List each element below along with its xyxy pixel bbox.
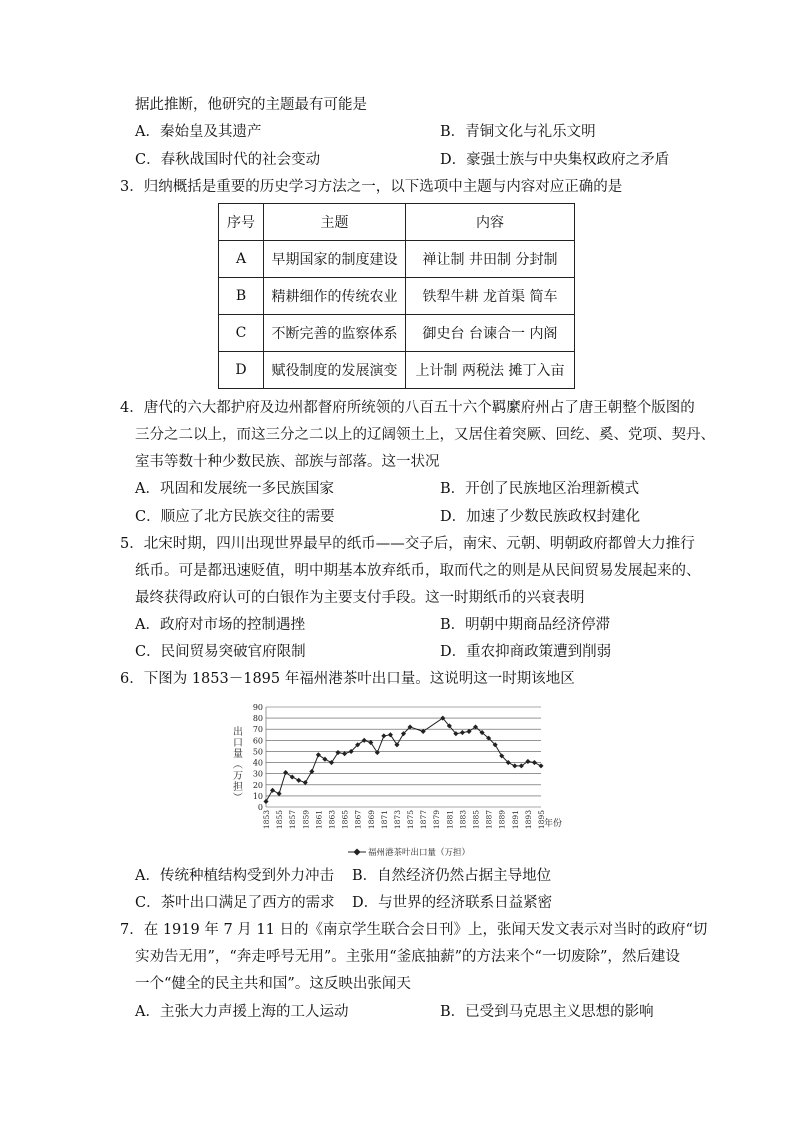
x-tick-label: 1865	[340, 810, 350, 830]
legend-label: 福州港茶叶出口量（万担）	[368, 848, 471, 858]
q6-option-b: B．自然经济仍然占据主导地位	[352, 868, 552, 884]
y-label-char: 出	[233, 727, 243, 738]
x-tick-label: 1891	[510, 810, 520, 830]
q5-line-1: 5．北宋时期，四川出现世界最早的纸币——交子后，南宋、元朝、明朝政府都曾大力推行	[120, 536, 695, 552]
table-cell: 御史台 台谏合一 内阁	[406, 315, 575, 352]
x-tick-label: 1885	[471, 810, 481, 830]
data-point	[512, 763, 517, 768]
table-row	[219, 315, 575, 352]
table-cell: 铁犁牛耕 龙首渠 简车	[406, 278, 575, 315]
table-cell: A	[219, 241, 264, 278]
data-point	[296, 778, 301, 783]
x-tick-label: 1873	[392, 810, 402, 830]
x-axis-ticks	[262, 810, 546, 829]
q4-line-2: 三分之二以上，而这三分之二以上的辽阔领土上，又居住着突厥、回纥、奚、党项、契丹、	[135, 427, 715, 443]
q6-option-c: C．茶叶出口满足了西方的需求	[135, 895, 335, 911]
x-tick-label: 1861	[314, 810, 324, 830]
x-tick-label: 1877	[419, 810, 429, 830]
q4-option-d: D．加速了少数民族政权封建化	[440, 509, 641, 525]
y-tick-label: 50	[252, 747, 263, 757]
data-point	[538, 763, 543, 768]
x-tick-label: 1893	[523, 810, 533, 830]
q4-option-c: C．顺应了北方民族交往的需要	[135, 509, 335, 525]
data-point	[335, 750, 340, 755]
x-tick-label: 1887	[484, 810, 494, 830]
x-tick-label: 1881	[445, 810, 455, 830]
data-point	[263, 799, 268, 804]
data-point	[270, 788, 275, 793]
y-label-char: （	[231, 759, 242, 769]
y-tick-label: 20	[252, 780, 263, 790]
y-tick-label: 70	[252, 725, 263, 735]
q7-line-2: 实劝告无用”，“奔走呼号无用”。主张用“釜底抽薪”的方法来个“一切废除”，然后建设	[135, 949, 680, 965]
y-axis-label	[231, 725, 243, 802]
data-point	[460, 730, 465, 735]
table-cell: 精耕细作的传统农业	[264, 278, 406, 315]
q4-line-3: 室韦等数十种少数民族、部族与部落。这一状况	[135, 454, 440, 470]
data-point	[388, 732, 393, 737]
q7-line-1: 7．在 1919 年 7 月 11 日的《南京学生联合会日刊》上，张闻天发文表示对当时的政府“切	[120, 922, 708, 938]
y-tick-label: 90	[252, 703, 263, 712]
x-tick-label: 1889	[497, 810, 507, 830]
q3-table	[218, 203, 575, 389]
x-tick-label: 1867	[353, 810, 363, 830]
q5-line-2: 纸币。可是都迅速贬值，明中期基本放弃纸币，取而代之的则是从民间贸易发展起来的、	[135, 563, 701, 579]
q5-option-b: B．明朝中期商品经济停滞	[440, 617, 611, 633]
x-tick-label: 1875	[406, 810, 416, 830]
q5-option-a: A．政府对市场的控制遇挫	[135, 617, 305, 633]
tea-export-chart	[226, 699, 586, 859]
table-header-row	[219, 204, 575, 241]
y-tick-label: 40	[252, 758, 263, 768]
y-tick-label: 0	[257, 803, 263, 812]
x-tick-label: 1879	[432, 810, 442, 830]
x-tick-label: 1859	[301, 810, 311, 830]
x-tick-label: 1869	[366, 810, 376, 830]
q2-option-d: D．豪强士族与中央集权政府之矛盾	[440, 152, 670, 168]
y-label-char: 万	[233, 771, 243, 782]
series-line	[266, 718, 541, 801]
y-label-char: 口	[233, 738, 243, 749]
header-cell: 序号	[219, 204, 264, 241]
q6-stem: 6．下图为 1853－1895 年福州港茶叶出口量。这说明这一时期该地区	[120, 671, 575, 687]
q2-option-c: C．春秋战国时代的社会变动	[135, 152, 321, 168]
table-cell: B	[219, 278, 264, 315]
table-row	[219, 241, 575, 278]
x-axis-label: 年份	[544, 819, 563, 829]
table-cell: D	[219, 352, 264, 389]
data-point	[303, 780, 308, 785]
series-points	[263, 716, 543, 804]
legend-marker	[353, 848, 360, 855]
data-point	[381, 733, 386, 738]
q6-option-a: A．传统种植结构受到外力冲击	[135, 868, 334, 884]
y-label-char: ）	[231, 792, 242, 802]
y-label-char: 担	[233, 782, 243, 793]
table-cell: 早期国家的制度建设	[264, 241, 406, 278]
y-tick-label: 80	[252, 714, 263, 724]
table-cell: 不断完善的监察体系	[264, 315, 406, 352]
chart-grid	[266, 707, 541, 807]
data-point	[368, 740, 373, 745]
table-cell: 禅让制 井田制 分封制	[406, 241, 575, 278]
x-tick-label: 1863	[327, 810, 337, 830]
table-cell: 赋役制度的发展演变	[264, 352, 406, 389]
table-cell: 上计制 两税法 摊丁入亩	[406, 352, 575, 389]
data-point	[394, 742, 399, 747]
y-tick-label: 30	[252, 769, 263, 779]
y-label-char: 量	[233, 749, 243, 760]
q4-option-b: B．开创了民族地区治理新模式	[440, 481, 640, 497]
q6-option-d: D．与世界的经济联系日益紧密	[352, 895, 553, 911]
data-point	[277, 791, 282, 796]
q5-line-3: 最终获得政府认可的白银作为主要支付手段。这一时期纸币的兴衰表明	[135, 590, 585, 606]
q4-option-a: A．巩固和发展统一多民族国家	[135, 481, 334, 497]
q2-option-a: A．秦始皇及其遗产	[135, 124, 262, 140]
q4-line-1: 4．唐代的六大都护府及边州都督府所统领的八百五十六个羁縻府州占了唐王朝整个版图的	[120, 400, 695, 416]
q5-option-d: D．重农抑商政策遭到削弱	[440, 644, 612, 660]
y-tick-label: 60	[252, 736, 263, 746]
table-row	[219, 352, 575, 389]
x-tick-label: 1871	[379, 810, 389, 830]
q2-option-b: B．青铜文化与礼乐文明	[440, 124, 596, 140]
q7-line-3: 一个“健全的民主共和国”。这反映出张闻天	[135, 976, 411, 992]
header-cell: 主题	[264, 204, 406, 241]
y-axis-ticks	[253, 703, 263, 812]
q2-stem: 据此推断，他研究的主题最有可能是	[135, 97, 367, 113]
q3-stem: 3．归纳概括是重要的历史学习方法之一，以下选项中主题与内容对应正确的是	[120, 179, 623, 195]
q5-option-c: C．民间贸易突破官府限制	[135, 644, 306, 660]
q7-option-b: B．已受到马克思主义思想的影响	[440, 1004, 654, 1020]
header-cell: 内容	[406, 204, 575, 241]
data-point	[532, 760, 537, 765]
x-tick-label: 1855	[275, 810, 285, 830]
y-tick-label: 10	[252, 791, 263, 801]
x-tick-label: 1857	[288, 810, 298, 830]
x-tick-label: 1895	[537, 810, 546, 830]
data-point	[342, 751, 347, 756]
table-cell: C	[219, 315, 264, 352]
q7-option-a: A．主张大力声援上海的工人运动	[135, 1004, 349, 1020]
table-row	[219, 278, 575, 315]
x-tick-label: 1883	[458, 810, 468, 830]
x-tick-label: 1853	[262, 810, 271, 830]
data-point	[309, 769, 314, 774]
legend	[348, 847, 470, 858]
